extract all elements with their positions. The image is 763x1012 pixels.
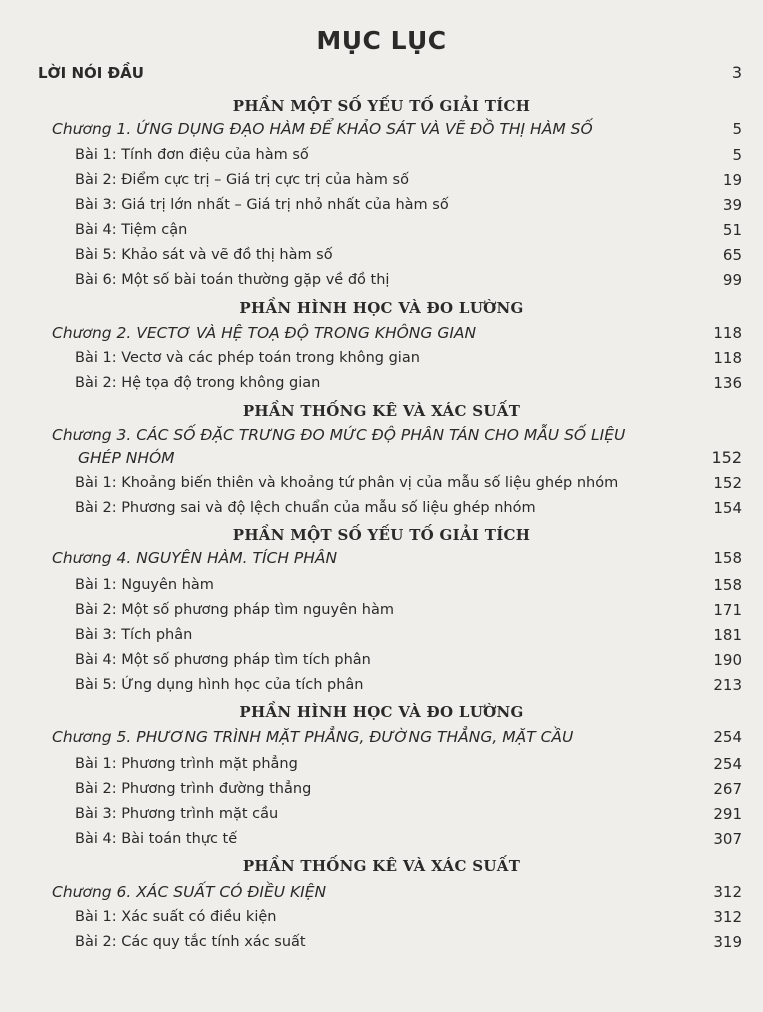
lesson-label: Bài 4: Bài toán thực tế (75, 831, 238, 847)
lesson-row (0, 648, 763, 672)
lesson-row (0, 346, 763, 370)
lesson-label: Bài 1: Xác suất có điều kiện (75, 909, 277, 925)
page-number: 213 (713, 676, 742, 694)
lesson-label: Bài 3: Giá trị lớn nhất – Giá trị nhỏ nhất của hàm số (75, 197, 449, 213)
lesson-row (0, 573, 763, 597)
lesson-row (0, 218, 763, 242)
page-number: 152 (713, 474, 742, 492)
chapter-row-continued (0, 446, 763, 470)
lesson-row (0, 623, 763, 647)
chapter-row (0, 321, 763, 345)
page-number: 39 (722, 196, 742, 214)
lesson-label: Bài 2: Hệ tọa độ trong không gian (75, 375, 321, 391)
lesson-label: Bài 6: Một số bài toán thường gặp về đồ thị (75, 272, 390, 288)
page-number: 254 (713, 755, 742, 773)
lesson-label: Bài 3: Tích phân (75, 627, 193, 643)
lesson-row (0, 827, 763, 851)
page-number: 154 (713, 499, 742, 517)
page-number: 171 (713, 601, 742, 619)
page-number: 65 (722, 246, 742, 264)
page-number: 158 (713, 549, 742, 567)
page-number: 152 (711, 448, 742, 467)
chapter-label: Chương 4. NGUYÊN HÀM. TÍCH PHÂN (52, 549, 338, 567)
lesson-row (0, 268, 763, 292)
lesson-row (0, 243, 763, 267)
page-number: 51 (722, 221, 742, 239)
page-number: 5 (732, 120, 742, 138)
chapter-row (0, 725, 763, 749)
page-number: 267 (713, 780, 742, 798)
lesson-label: Bài 4: Tiệm cận (75, 222, 188, 238)
chapter-label-line2: GHÉP NHÓM (78, 449, 175, 467)
lesson-label: Bài 2: Các quy tắc tính xác suất (75, 934, 306, 950)
lesson-label: Bài 5: Khảo sát và vẽ đồ thị hàm số (75, 247, 333, 263)
page-number: 136 (713, 374, 742, 392)
chapter-row (0, 880, 763, 904)
chapter-label: Chương 6. XÁC SUẤT CÓ ĐIỀU KIỆN (52, 883, 327, 901)
preface-row (0, 61, 763, 85)
page-number: 158 (713, 576, 742, 594)
page-number: 99 (722, 271, 742, 289)
lesson-row (0, 168, 763, 192)
lesson-row (0, 193, 763, 217)
lesson-row (0, 905, 763, 929)
part-heading: PHẦN THỐNG KÊ VÀ XÁC SUẤT (242, 402, 521, 420)
lesson-label: Bài 1: Tính đơn điệu của hàm số (75, 147, 309, 163)
part-heading: PHẦN HÌNH HỌC VÀ ĐO LƯỜNG (239, 703, 524, 721)
lesson-row (0, 777, 763, 801)
chapter-label: Chương 2. VECTƠ VÀ HỆ TOẠ ĐỘ TRONG KHÔNG GIAN (52, 324, 477, 342)
page-number: 5 (732, 146, 742, 164)
lesson-row (0, 802, 763, 826)
chapter-label: Chương 5. PHƯƠNG TRÌNH MẶT PHẲNG, ĐƯỜNG THẲNG, MẶT CẦU (52, 728, 574, 746)
page-number: 307 (713, 830, 742, 848)
page-number: 118 (713, 349, 742, 367)
lesson-row (0, 143, 763, 167)
lesson-row (0, 673, 763, 697)
lesson-row (0, 930, 763, 954)
lesson-label: Bài 5: Ứng dụng hình học của tích phân (75, 677, 364, 693)
chapter-label: Chương 1. ỨNG DỤNG ĐẠO HÀM ĐỂ KHẢO SÁT VÀ VẼ ĐỒ THỊ HÀM SỐ (52, 120, 593, 138)
chapter-row (0, 423, 763, 447)
lesson-row (0, 598, 763, 622)
lesson-row (0, 471, 763, 495)
chapter-row (0, 117, 763, 141)
lesson-label: Bài 2: Phương sai và độ lệch chuẩn của mẫu số liệu ghép nhóm (75, 500, 536, 516)
lesson-row (0, 752, 763, 776)
page-number: 19 (722, 171, 742, 189)
page-number: 254 (713, 728, 742, 746)
page-number: 319 (713, 933, 742, 951)
page-number: 181 (713, 626, 742, 644)
page-number: 190 (713, 651, 742, 669)
page-number: 291 (713, 805, 742, 823)
part-heading: PHẦN THỐNG KÊ VÀ XÁC SUẤT (242, 857, 521, 875)
page-number: 312 (713, 883, 742, 901)
lesson-label: Bài 2: Điểm cực trị – Giá trị cực trị của hàm số (75, 172, 409, 188)
lesson-row (0, 496, 763, 520)
lesson-label: Bài 1: Phương trình mặt phẳng (75, 756, 298, 772)
lesson-label: Bài 1: Nguyên hàm (75, 577, 214, 593)
page-number: 312 (713, 908, 742, 926)
lesson-row (0, 371, 763, 395)
page-number: 3 (731, 63, 742, 82)
lesson-label: Bài 1: Khoảng biến thiên và khoảng tứ phân vị của mẫu số liệu ghép nhóm (75, 475, 619, 491)
lesson-label: Bài 2: Một số phương pháp tìm nguyên hàm (75, 602, 394, 618)
toc-title: MỤC LỤC (316, 26, 447, 55)
page-number: 118 (713, 324, 742, 342)
part-heading: PHẦN HÌNH HỌC VÀ ĐO LƯỜNG (239, 299, 524, 317)
chapter-label: Chương 3. CÁC SỐ ĐẶC TRƯNG ĐO MỨC ĐỘ PHÂN TÁN CHO MẪU SỐ LIỆU (52, 426, 626, 444)
lesson-label: Bài 4: Một số phương pháp tìm tích phân (75, 652, 371, 668)
lesson-label: Bài 3: Phương trình mặt cầu (75, 806, 279, 822)
lesson-label: Bài 2: Phương trình đường thẳng (75, 781, 312, 797)
preface-label: LỜI NÓI ĐẦU (38, 64, 144, 82)
part-heading: PHẦN MỘT SỐ YẾU TỐ GIẢI TÍCH (232, 526, 531, 544)
part-heading: PHẦN MỘT SỐ YẾU TỐ GIẢI TÍCH (232, 97, 531, 115)
lesson-label: Bài 1: Vectơ và các phép toán trong không gian (75, 350, 420, 366)
chapter-row (0, 546, 763, 570)
